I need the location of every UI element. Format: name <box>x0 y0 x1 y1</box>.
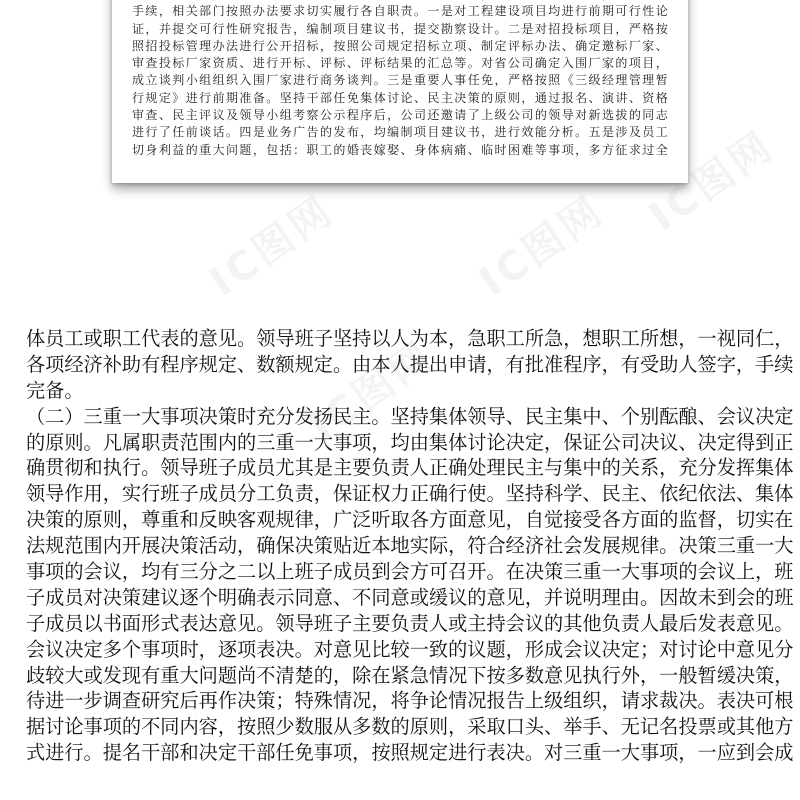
watermark: IC图网 <box>641 122 783 241</box>
card-line: 证，并提交可行性研究报告，编制项目建议书，提交勘察设计。二是对招投标项目，严格按 <box>132 21 668 36</box>
card-line: 审查投标厂家资质、进行开标、评标、评标结果的汇总等。对省公司确定入围厂家的项目， <box>132 56 668 71</box>
body-line: 完备。 <box>26 378 84 402</box>
body-line: 子成员以书面形式表达意见。领导班子主要负责人或主持会议的其他负责人最后发表意见。 <box>26 611 794 635</box>
body-line: 歧较大或发现有重大问题尚不清楚的，除在紧急情况下按多数意见执行外，一般暂缓决策， <box>26 663 794 687</box>
document-image-card <box>112 0 688 183</box>
body-line: 待进一步调查研究后再作决策；特殊情况，将争论情况报告上级组织，请求裁决。表决可根 <box>26 689 794 713</box>
body-line: 领导作用，实行班子成员分工负责，保证权力正确行使。坚持科学、民主、依纪依法、集体 <box>26 482 794 506</box>
body-line: （二）三重一大事项决策时充分发扬民主。坚持集体领导、民主集中、个别酝酿、会议决定 <box>26 404 794 428</box>
watermark: IC图网 <box>471 187 613 306</box>
watermark: IC图网 <box>201 187 343 306</box>
card-line: 行规定》进行前期准备。坚持干部任免集体讨论、民主决策的原则，通过报名、演讲、资格 <box>132 90 668 105</box>
card-line: 成立谈判小组组织入围厂家进行商务谈判。三是重要人事任免，严格按照《三级经理管理暂 <box>132 73 668 88</box>
body-line: 体员工或职工代表的意见。领导班子坚持以人为本，急职工所急，想职工所想，一视同仁， <box>26 327 794 350</box>
card-line: 切身利益的重大问题，包括：职工的婚丧嫁娶、身体病痛、临时困难等事项，多方征求过全 <box>132 142 668 157</box>
card-line: 手续，相关部门按照办法要求切实履行各自职责。一是对工程建设项目均进行前期可行性论 <box>132 4 668 19</box>
body-text-block <box>26 326 794 766</box>
body-line: 事项的会议，均有三分之二以上班子成员到会方可召开。在决策三重一大事项的会议上，班 <box>26 560 794 584</box>
card-text-block <box>132 0 668 159</box>
card-line: 审查、民主评议及领导小组考察公示程序后，公司还邀请了上级公司的领导对新选拔的同志 <box>132 108 668 123</box>
body-line: 的原则。凡属职责范围内的三重一大事项，均由集体讨论决定，保证公司决议、决定得到正 <box>26 430 794 454</box>
body-line: 子成员对决策建议逐个明确表示同意、不同意或缓议的意见，并说明理由。因故未到会的班 <box>26 585 794 609</box>
body-line: 式进行。提名干部和决定干部任免事项，按照规定进行表决。对三重一大事项，一应到会成 <box>26 741 794 765</box>
body-line: 确贯彻和执行。领导班子成员尤其是主要负责人正确处理民主与集中的关系，充分发挥集体 <box>26 456 794 480</box>
body-line: 决策的原则，尊重和反映客观规律，广泛听取各方面意见，自觉接受各方面的监督，切实在 <box>26 508 794 532</box>
card-line: 进行了任前谈话。四是业务广告的发布，均编制项目建议书，进行效能分析。五是涉及员工 <box>132 125 668 140</box>
body-line: 法规范围内开展决策活动，确保决策贴近本地实际，符合经济社会发展规律。决策三重一大 <box>26 534 794 558</box>
watermark: IC图网 <box>301 332 443 451</box>
body-line: 各项经济补助有程序规定、数额规定。由本人提出申请，有批准程序，有受助人签字，手续 <box>26 352 794 376</box>
body-line: 据讨论事项的不同内容，按照少数服从多数的原则，采取口头、举手、无记名投票或其他方 <box>26 715 794 739</box>
card-line: 照招投标管理办法进行公开招标，按照公司规定招标立项、制定评标办法、确定邀标厂家、 <box>132 38 668 53</box>
body-line: 会议决定多个事项时，逐项表决。对意见比较一致的议题，形成会议决定；对讨论中意见分 <box>26 637 794 661</box>
